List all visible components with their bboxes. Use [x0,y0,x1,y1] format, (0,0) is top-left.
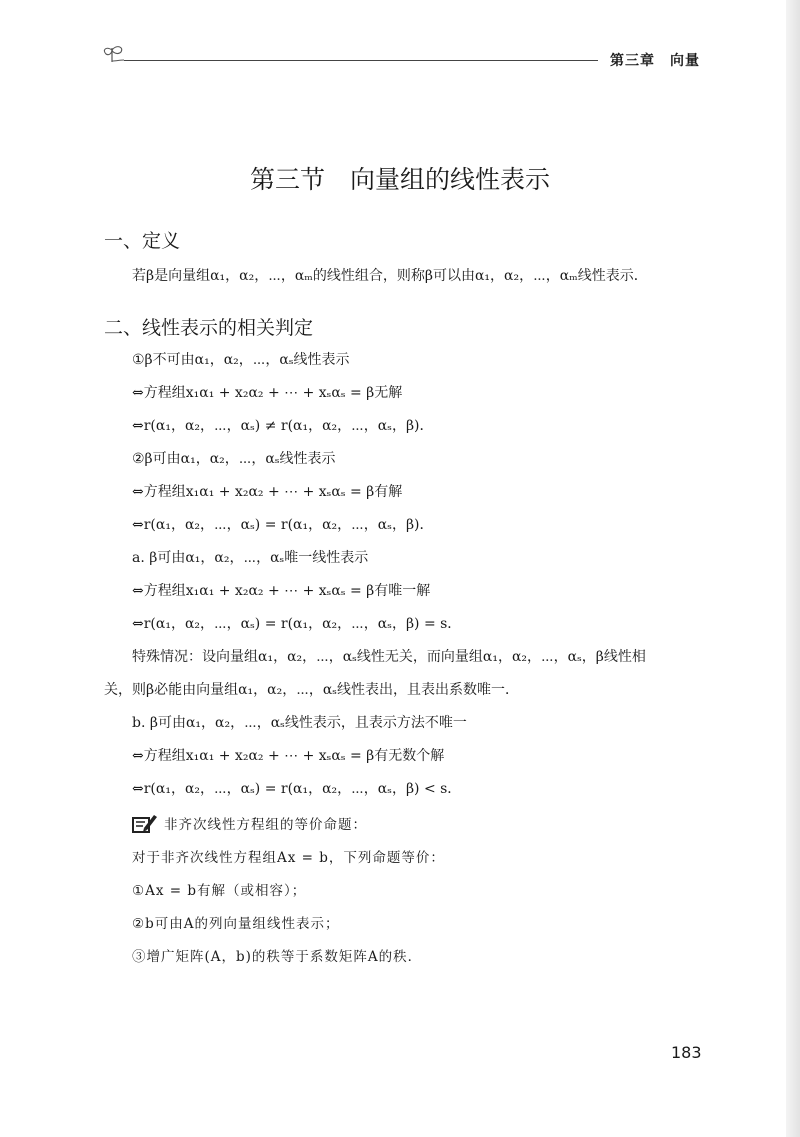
criteria-line: ⇔r(α₁，α₂，⋯，αₛ) ≠ r(α₁，α₂，⋯，αₛ，β)． [132,418,434,434]
criteria-line: ⇔r(α₁，α₂，⋯，αₛ) = r(α₁，α₂，⋯，αₛ，β) < s． [132,781,462,797]
sprout-icon [100,38,130,68]
definition-text: 若β是向量组α₁，α₂，⋯，αₘ的线性组合，则称β可以由α₁，α₂，⋯，αₘ线性表示． [132,268,648,284]
note-title: 非齐次线性方程组的等价命题： [164,817,367,833]
page-header [100,38,700,72]
criteria-line: ②β可由α₁，α₂，⋯，αₛ线性表示 [132,451,336,467]
criteria-line: b. β可由α₁，α₂，⋯，αₛ线性表示，且表示方法不唯一 [132,715,467,731]
criteria-line: ⇔方程组x₁α₁ + x₂α₂ + ⋯ + xₛαₛ = β无解 [132,385,403,401]
criteria-line: ⇔r(α₁，α₂，⋯，αₛ) = r(α₁，α₂，⋯，αₛ，β) = s． [132,616,462,632]
note-line: ②b可由A的列向量组线性表示； [132,916,340,932]
page-number: 183 [671,1043,702,1062]
criteria-line: ①β不可由α₁，α₂，⋯，αₛ线性表示 [132,352,350,368]
criteria-line: ⇔方程组x₁α₁ + x₂α₂ + ⋯ + xₛαₛ = β有唯一解 [132,583,431,599]
definition-heading: 一、定义 [104,230,181,252]
criteria-line: ⇔方程组x₁α₁ + x₂α₂ + ⋯ + xₛαₛ = β有解 [132,484,403,500]
criteria-line: ⇔r(α₁，α₂，⋯，αₛ) = r(α₁，α₂，⋯，αₛ，β)． [132,517,434,533]
chapter-title: 第三章 向量 [610,53,700,69]
special-case-line: 关，则β必能由向量组α₁，α₂，⋯，αₛ线性表出，且表出系数唯一． [104,682,519,698]
criteria-line: ⇔方程组x₁α₁ + x₂α₂ + ⋯ + xₛαₛ = β有无数个解 [132,748,445,764]
note-line: 对于非齐次线性方程组Ax = b，下列命题等价： [132,850,445,866]
note-pencil-icon [132,812,158,834]
special-case-line: 特殊情况：设向量组α₁，α₂，⋯，αₛ线性无关，而向量组α₁，α₂，⋯，αₛ，β线性相 [132,649,646,665]
header-rule [124,60,598,61]
note-line: ①Ax = b有解（或相容）； [132,883,307,899]
criteria-heading: 二、线性表示的相关判定 [104,317,314,339]
criteria-line: a. β可由α₁，α₂，⋯，αₛ唯一线性表示 [132,550,369,566]
note-line: ③增广矩阵(A，b)的秩等于系数矩阵A的秩． [132,949,423,965]
section-title: 第三节 向量组的线性表示 [249,165,550,194]
